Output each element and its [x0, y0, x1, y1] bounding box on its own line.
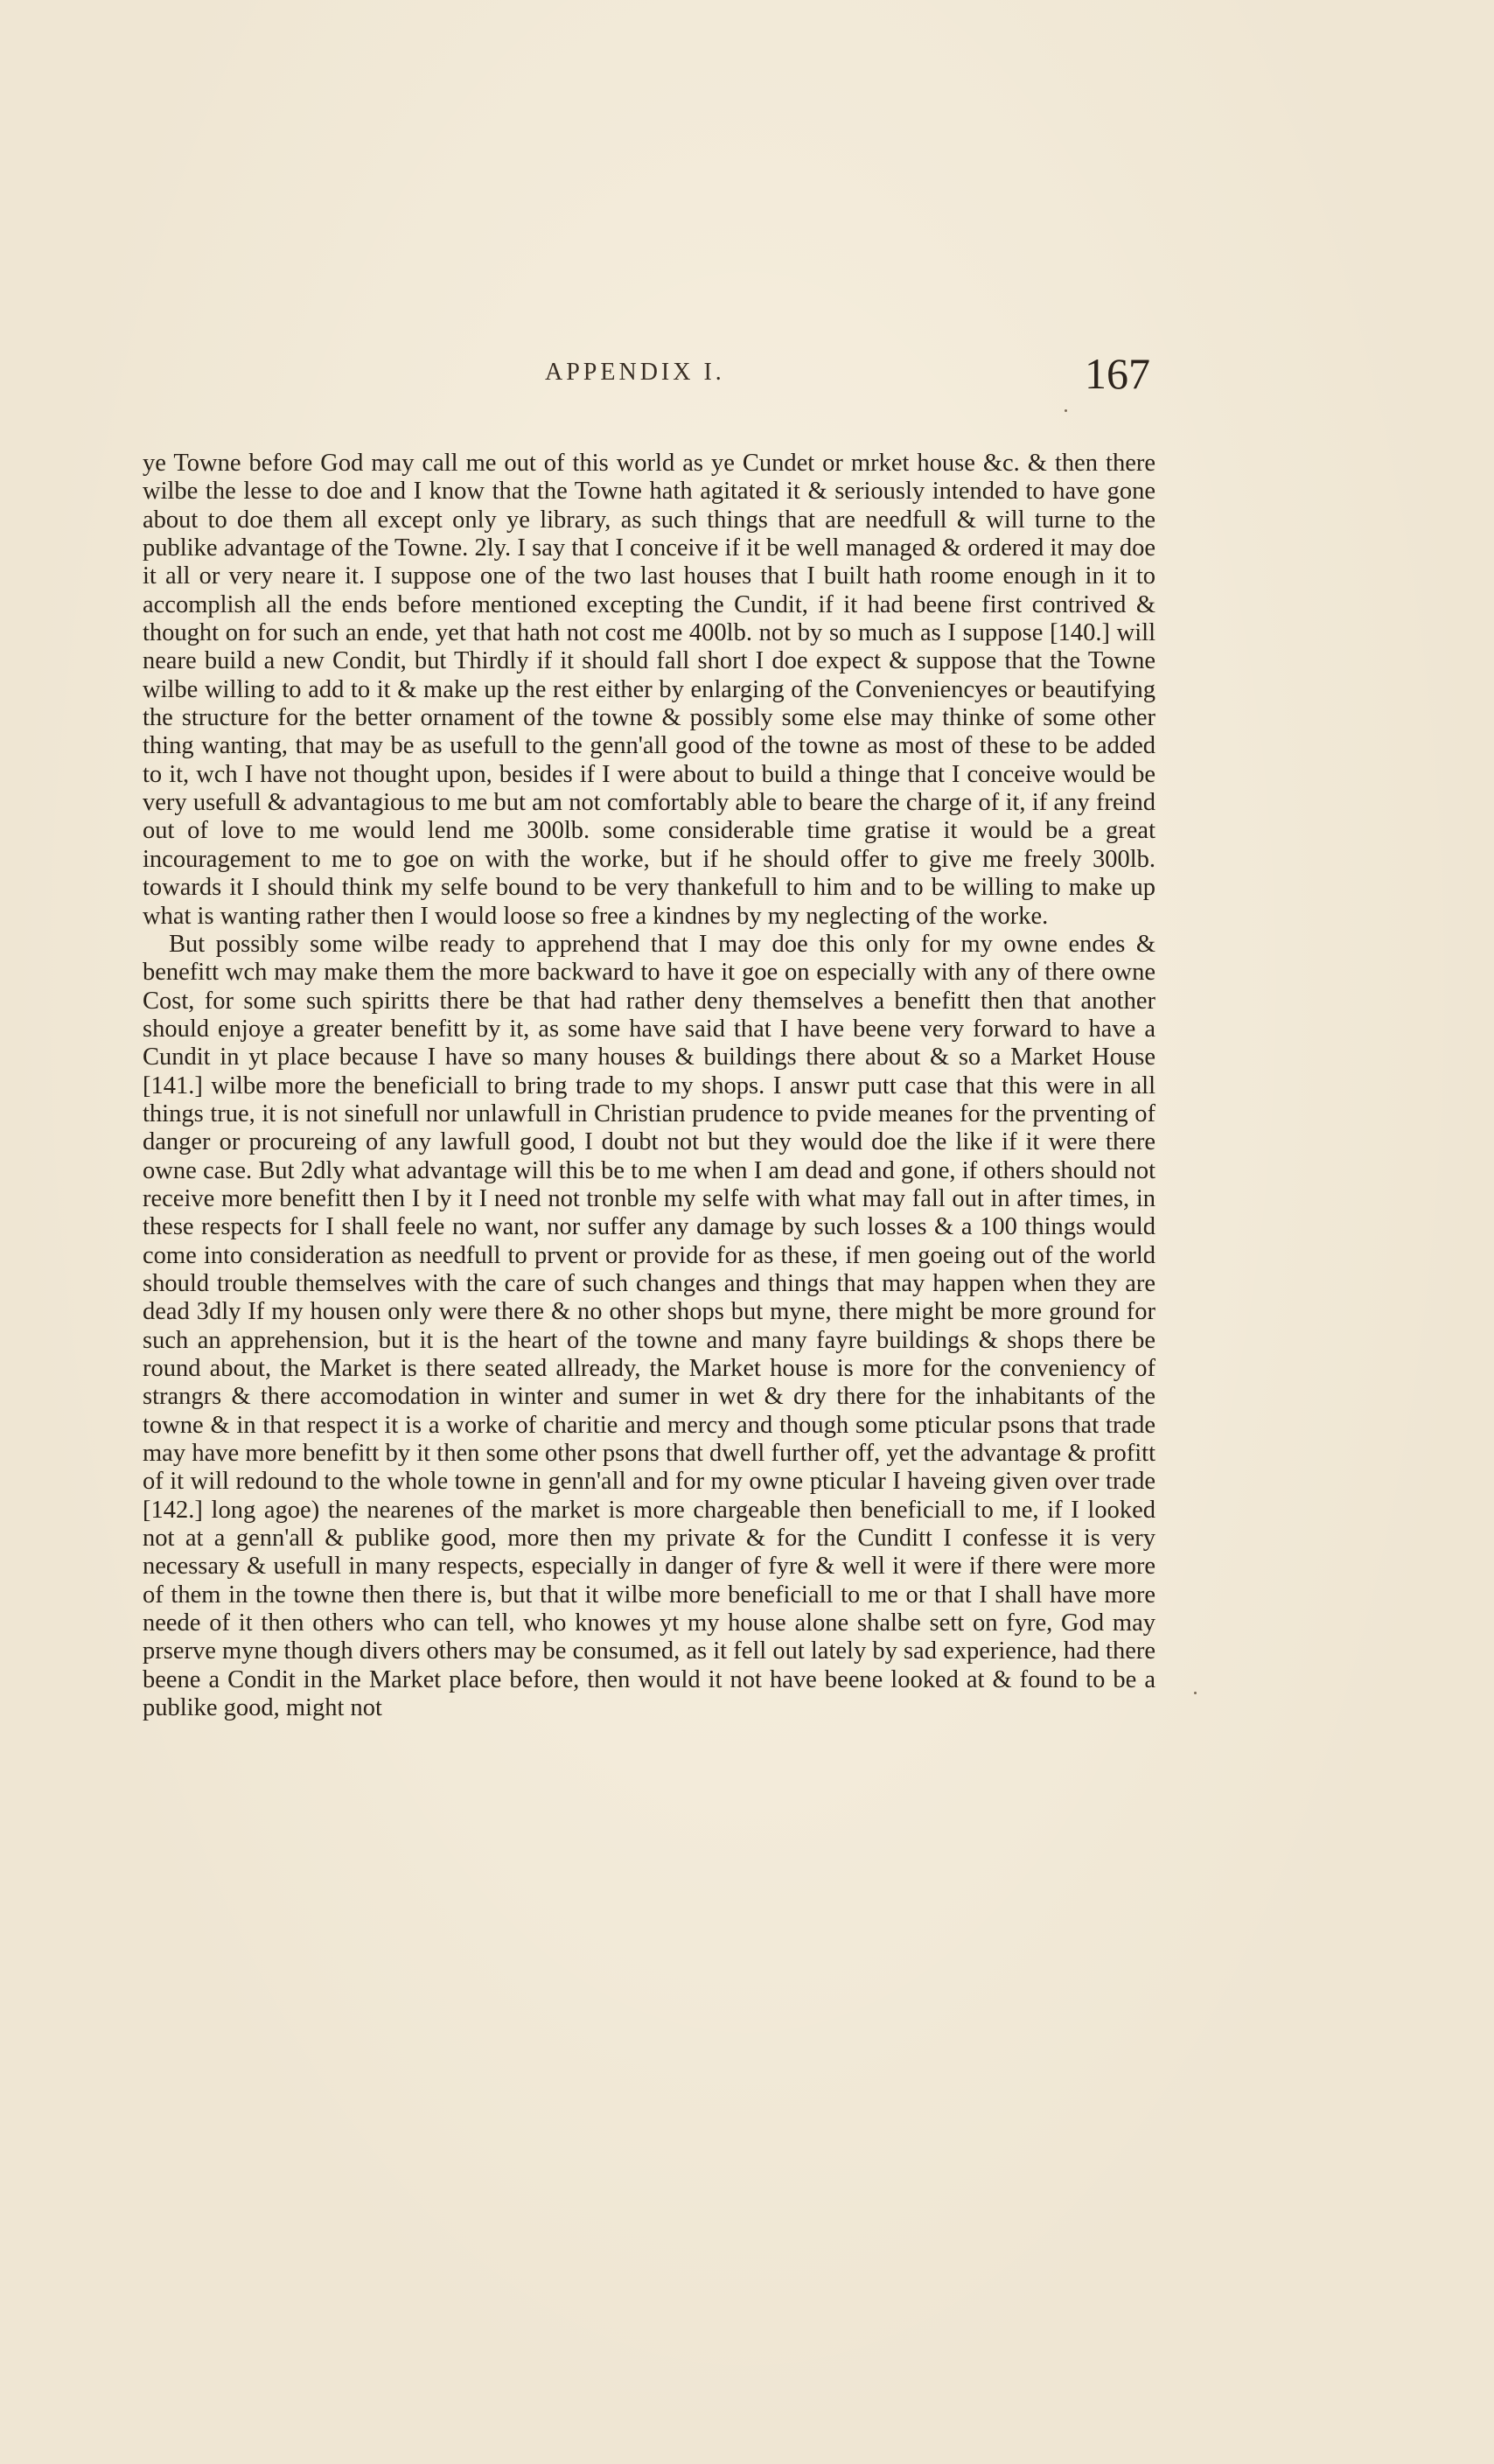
paragraph: But possibly some wilbe ready to apprehend that I may doe this only for my owne endes & benefitt wch may make them the more backward to have it goe on especially with any of there owne Cost, for some such spiritts there be that had rather deny themselves a benefitt then that another should enjoye a greater benefitt by it, as some have said that I have beene very forward to have a Cundit in yt place because I have so many houses & buildings there about & so a Market House [141.] wilbe more the beneficiall to bring trade to my shops. I answr putt case that this were in all things true, it is not sinefull nor unlawfull in Christian prudence to pvide meanes for the prventing of danger or procureing of any lawfull good, I doubt not but they would doe the like if it were there owne case. But 2dly what advantage will this be to me when I am dead and gone, if others should not receive more benefitt then I by it I need not tronble my selfe with what may fall out in after times, in these respects for I shall feele no want, nor suffer any damage by such losses & a 100 things would come into consideration as needfull to prvent or provide for as these, if men goeing out of the world should trouble themselves with the care of such changes and things that may happen when they are dead 3dly If my housen only were there & no other shops but myne, there might be more ground for such an apprehension, but it is the heart of the towne and many fayre buildings & shops there be round about, the Market is there seated allready, the Market house is more for the conveniency of strangrs & there accomodation in winter and sumer in wet & dry there for the inhabitants of the towne & in that respect it is a worke of charitie and mercy and though some pticular psons that trade may have more benefitt by it then some other psons that dwell further off, yet the advantage & profitt of it will redound to the whole towne in genn'all and for my owne pticular I haveing given over trade [142.] long agoe) the nearenes of the market is more chargeable then beneficiall to me, if I looked not at a genn'all & publike good, more then my private & for the Cunditt I confesse it is very necessary & usefull in many respects, especially in danger of fyre & well it were if there were more of them in the towne then there is, but that it wilbe more beneficiall to me or that I shall have more neede of it then others who can tell, who knowes yt my house alone shalbe sett on fyre, God may prserve myne though divers others may be consumed, as it fell out lately by sad experience, had there beene a Condit in the Market place before, then would it not have beene looked at & found to be a publike good, might not	[143, 930, 1155, 1722]
page-number: 167	[1085, 349, 1150, 398]
margin-speck	[1065, 409, 1067, 412]
margin-speck	[1194, 1692, 1197, 1694]
page-header-title: APPENDIX I.	[545, 359, 725, 386]
paragraph: ye Towne before God may call me out of this world as ye Cundet or mrket house &c. & then there wilbe the lesse to doe and I know that the Towne hath agitated it & seriously intended to have gone about to doe them all except only ye library, as such things that are needfull & will turne to the publike advantage of the Towne. 2ly. I say that I conceive if it be well managed & ordered it may doe it all or very neare it. I suppose one of the two last houses that I built hath roome enough in it to accomplish all the ends before mentioned excepting the Cundit, if it had beene first contrived & thought on for such an ende, yet that hath not cost me 400lb. not by so much as I suppose [140.] will neare build a new Condit, but Thirdly if it should fall short I doe expect & suppose that the Towne wilbe willing to add to it & make up the rest either by enlarging of the Conveniencyes or beautifying the structure for the better ornament of the towne & possibly some else may thinke of some other thing wanting, that may be as usefull to the genn'all good of the towne as most of these to be added to it, wch I have not thought upon, besides if I were about to build a thinge that I conceive would be very usefull & advantagious to me but am not comfortably able to beare the charge of it, if any freind out of love to me would lend me 300lb. some considerable time gratise it would be a great incouragement to me to goe on with the worke, but if he should offer to give me freely 300lb. towards it I should think my selfe bound to be very thankefull to him and to be willing to make up what is wanting rather then I would loose so free a kindnes by my neglecting of the worke.	[143, 450, 1155, 930]
body-text	[143, 450, 1155, 1722]
running-head	[143, 349, 1155, 406]
